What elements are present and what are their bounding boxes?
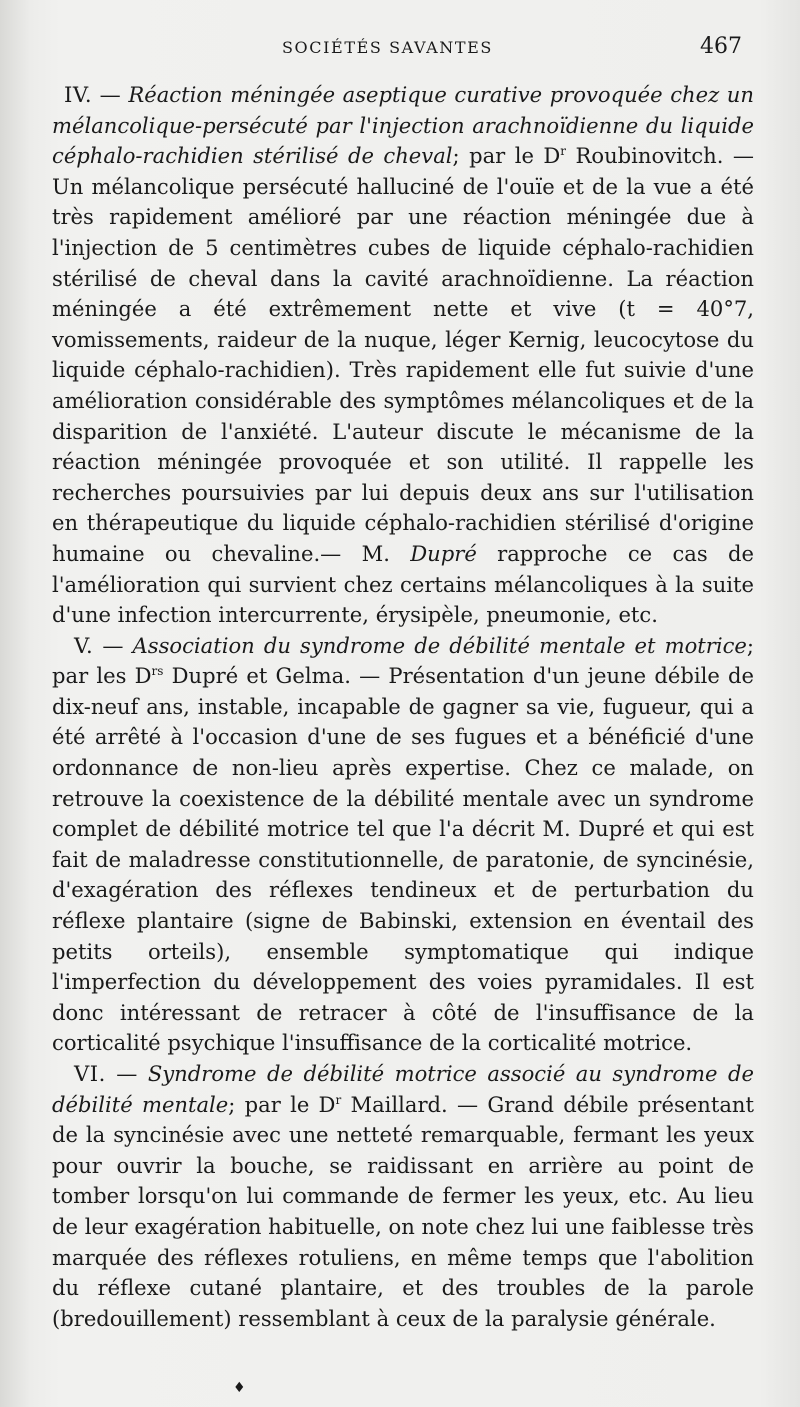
- section-vi: [52, 1059, 754, 1334]
- article-body: [52, 80, 754, 1334]
- author-prefix: ; par le D: [228, 1091, 336, 1117]
- section-text: — Présentation d'un jeune débile de dix-neuf ans, instable, incapable de gagner sa vie, fugueur, qui a été arrêté à l'occasion d'une de ses fugues et a bénéficié d'une ordonnance de non-lieu après expertise. Chez ce malade, on retrouve la coexistence de la débilité mentale avec un syndrome complet de débilité motrice tel que l'a décrit M. Dupré et qui est fait de maladresse constitutionnelle, de paratonie, de syncinésie, d'exagération des réflexes tendineux et de perturbation du réflexe plantaire (signe de Babinski, extension en éventail des petits orteils), ensemble symptomatique qui indique l'imperfection du développement des voies pyramidales. Il est donc intéressant de retracer à côté de l'insuffisance de la corticalité psychique l'insuffisance de la corticalité motrice.: [52, 663, 755, 1056]
- author-superscript: rs: [151, 664, 164, 679]
- section-title: Syndrome de débilité motrice associé au syndrome de débilité mentale: [52, 1061, 754, 1117]
- section-text-continued: rapproche ce cas de l'amélioration qui survient chez certains mélancoliques à la suite d'une infection intercurrente, érysipèle, pneumonie, etc.: [52, 540, 754, 628]
- section-v: [52, 631, 754, 1059]
- section-numeral: V.: [74, 632, 94, 658]
- page-header: [0, 34, 800, 64]
- author-superscript: r: [560, 144, 567, 159]
- section-text: — Grand débile présentant de la syncinésie avec une netteté remarquable, fermant les yeux pour ouvrir la bouche, se raidissant en arrière au point de tomber lorsqu'on lui commande de fermer les yeux, etc. Au lieu de leur exagération habituelle, on note chez lui une faiblesse très marquée des réflexes rotuliens, en même temps que l'abolition du réflexe cutané plantaire, et des troubles de la parole (bredouillement) ressemblant à ceux de la paralysie générale.: [52, 1091, 754, 1331]
- section-dash: —: [93, 632, 133, 658]
- running-title: SOCIÉTÉS SAVANTES: [282, 38, 493, 57]
- section-title: Association du syndrome de débilité mentale et motrice: [132, 632, 747, 658]
- author-name: Roubinovitch.: [566, 143, 724, 169]
- page-number: 467: [700, 34, 742, 59]
- discussant-name: Dupré: [410, 540, 477, 566]
- section-iv: [52, 80, 754, 631]
- author-superscript: r: [335, 1092, 342, 1107]
- section-dash: —: [105, 1061, 148, 1086]
- section-numeral: VI.: [74, 1061, 106, 1086]
- section-numeral: IV.: [64, 82, 93, 107]
- section-text: — Un mélancolique persécuté halluciné de l'ouïe et de la vue a été très rapidement amélioré par une réaction méningée due à l'injection de 5 centimètres cubes de liquide céphalo-rachidien stérilisé de cheval dans la cavité arachnoïdienne. La réaction méningée a été extrêmement nette et vive (t = 40°7, vomissements, raideur de la nuque, léger Kernig, leucocytose du liquide céphalo-rachidien). Très rapidement elle fut suivie d'une amélioration considérable des symptômes mélancoliques et de la disparition de l'anxiété. L'auteur discute le mécanisme de la réaction méningée provoquée et son utilité. Il rappelle les recherches poursuivies par lui depuis deux ans sur l'utilisation en thérapeutique du liquide céphalo-rachidien stérilisé d'origine humaine ou chevaline.— M.: [52, 143, 754, 566]
- section-dash: —: [92, 82, 129, 107]
- author-name: Maillard.: [341, 1091, 448, 1117]
- author-name: Dupré et Gelma.: [163, 663, 351, 689]
- author-prefix: ; par le D: [452, 143, 561, 169]
- section-title: Réaction méningée aseptique curative provoquée chez un mélancolique-persécuté par l'injection arachnoïdienne du liquide céphalo-rachidien stérilisé de cheval: [52, 82, 754, 169]
- end-ornament: ♦: [233, 1380, 246, 1396]
- author-prefix: ; par les D: [52, 632, 754, 689]
